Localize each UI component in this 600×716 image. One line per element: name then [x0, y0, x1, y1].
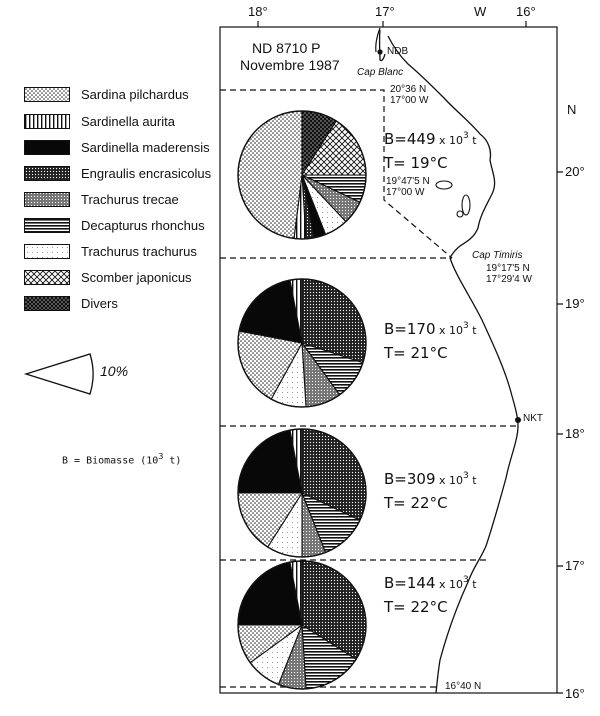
nkt-label: NKT — [523, 413, 543, 424]
lon-label-16: 16° — [516, 4, 536, 19]
ndb-label: NDB — [387, 46, 409, 57]
lat-label-19: 19° — [565, 296, 585, 311]
cap-timiris-lon: 17°29'4 W — [486, 274, 532, 285]
legend-label: Scomber japonicus — [81, 270, 192, 285]
lat-label-16: 16° — [565, 686, 585, 701]
zone-1-temperature: T= 19°C — [384, 154, 448, 172]
box1-lon: 17°00 W — [386, 187, 425, 198]
legend-swatch — [24, 296, 70, 311]
island — [436, 181, 452, 189]
island — [457, 211, 463, 217]
cap-timiris-label: Cap Timiris — [472, 250, 523, 261]
lat-label-20: 20° — [565, 164, 585, 179]
zone-2-biomass: B=170 x $10^3$ t — [384, 320, 477, 338]
cap-blanc-label: Cap Blanc — [357, 67, 404, 78]
zone-3-temperature: T= 22°C — [384, 494, 448, 512]
zone-4-stats — [384, 574, 477, 616]
zone-1-biomass: B=449 x $10^3$ t — [384, 130, 477, 148]
lon-label-w: W — [474, 4, 487, 19]
lat-label-n: N — [567, 102, 577, 117]
zone-4-biomass: B=144 x $10^3$ t — [384, 574, 477, 592]
legend-swatch — [24, 244, 70, 259]
legend-label: Sardina pilchardus — [81, 87, 189, 102]
pie-chart-zone-2 — [238, 279, 366, 407]
legend-swatch — [24, 218, 70, 233]
right-ticks — [557, 172, 563, 693]
cruise-title: ND 8710 P — [252, 40, 321, 56]
lon-label-18: 18° — [248, 4, 268, 19]
cruise-date: Novembre 1987 — [240, 57, 340, 73]
ndb-marker — [377, 49, 382, 54]
legend-swatch — [24, 270, 70, 285]
nkt-marker — [515, 417, 521, 423]
zone-3-stats — [384, 470, 477, 512]
scale-wedge — [26, 354, 93, 394]
legend-label: Sardinella maderensis — [81, 140, 210, 155]
lat-label-18: 18° — [565, 426, 585, 441]
legend-swatch — [24, 140, 70, 155]
legend-label: Trachurus trachurus — [81, 244, 197, 259]
zone-1-stats — [384, 130, 477, 172]
legend-label: Sardinella aurita — [81, 114, 175, 129]
zone-3-biomass: B=309 x $10^3$ t — [384, 470, 477, 488]
pie-chart-zone-4 — [238, 561, 366, 689]
legend-swatch — [24, 114, 70, 129]
cap-timiris-lat: 19°17'5 N — [486, 263, 530, 274]
legend-label: Engraulis encrasicolus — [81, 166, 212, 181]
box1-lat: 19°47'5 N — [386, 176, 430, 187]
zone-4-temperature: T= 22°C — [384, 598, 448, 616]
legend-swatch — [24, 87, 70, 102]
scale-wedge-label: 10% — [100, 363, 129, 379]
legend-swatch — [24, 166, 70, 181]
biomass-note: B = Biomasse ($10^3$ t) — [62, 451, 182, 467]
pie-slice — [238, 111, 302, 238]
top-ticks — [258, 21, 526, 27]
cap-blanc-lon: 17°00 W — [390, 95, 429, 106]
cap-blanc-lat: 20°36 N — [390, 84, 427, 95]
lon-label-17: 17° — [375, 4, 395, 19]
pie-chart-zone-1 — [238, 111, 366, 239]
legend-label: Divers — [81, 296, 118, 311]
island — [462, 195, 470, 215]
zone-2-stats — [384, 320, 477, 362]
south-lat-label: 16°40 N — [445, 681, 482, 692]
pie-chart-zone-3 — [238, 429, 366, 557]
legend-label: Trachurus trecae — [81, 192, 179, 207]
legend-label: Decapturus rhonchus — [81, 218, 205, 233]
lat-label-17: 17° — [565, 558, 585, 573]
zone-2-temperature: T= 21°C — [384, 344, 448, 362]
legend-swatch — [24, 192, 70, 207]
